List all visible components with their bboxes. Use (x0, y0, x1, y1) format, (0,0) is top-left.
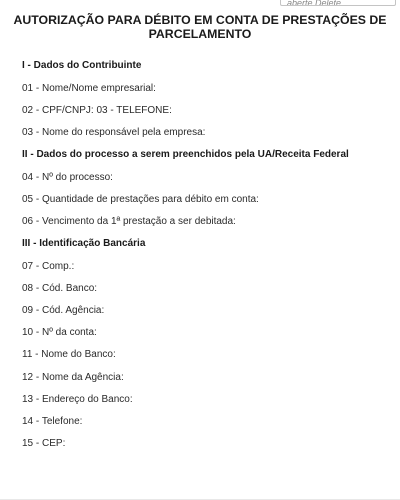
field-label-cpf-cnpj-telefone: 02 - CPF/CNPJ: 03 - TELEFONE: (22, 105, 172, 116)
document-title-line-2: PARCELAMENTO (148, 27, 252, 41)
section-heading-contribuinte: I - Dados do Contribuinte (22, 60, 142, 71)
section-heading-identificacao-bancaria: III - Identificação Bancária (22, 238, 146, 249)
field-label-quantidade-prestacoes: 05 - Quantidade de prestações para débito em conta: (22, 194, 259, 205)
field-label-numero-processo: 04 - Nº do processo: (22, 172, 113, 183)
clipped-corner-widget: aberte Delete (280, 0, 396, 6)
document-title-line-1: AUTORIZAÇÃO PARA DÉBITO EM CONTA DE PRESTAÇÕES DE (13, 13, 387, 27)
field-label-responsavel: 03 - Nome do responsável pela empresa: (22, 127, 206, 138)
document-title (0, 13, 400, 41)
field-label-endereco-banco: 13 - Endereço do Banco: (22, 394, 133, 405)
field-label-cod-agencia: 09 - Cód. Agência: (22, 305, 105, 316)
field-label-nome-agencia: 12 - Nome da Agência: (22, 372, 124, 383)
field-label-nome-empresarial: 01 - Nome/Nome empresarial: (22, 83, 156, 94)
field-label-vencimento: 06 - Vencimento da 1ª prestação a ser debitada: (22, 216, 236, 227)
section-heading-processo: II - Dados do processo a serem preenchidos pela UA/Receita Federal (22, 149, 349, 160)
field-label-nome-banco: 11 - Nome do Banco: (22, 349, 116, 360)
field-label-cep: 15 - CEP: (22, 438, 66, 449)
field-label-telefone: 14 - Telefone: (22, 416, 83, 427)
field-label-comp: 07 - Comp.: (22, 261, 75, 272)
field-label-numero-conta: 10 - Nº da conta: (22, 327, 97, 338)
field-label-cod-banco: 08 - Cód. Banco: (22, 283, 98, 294)
